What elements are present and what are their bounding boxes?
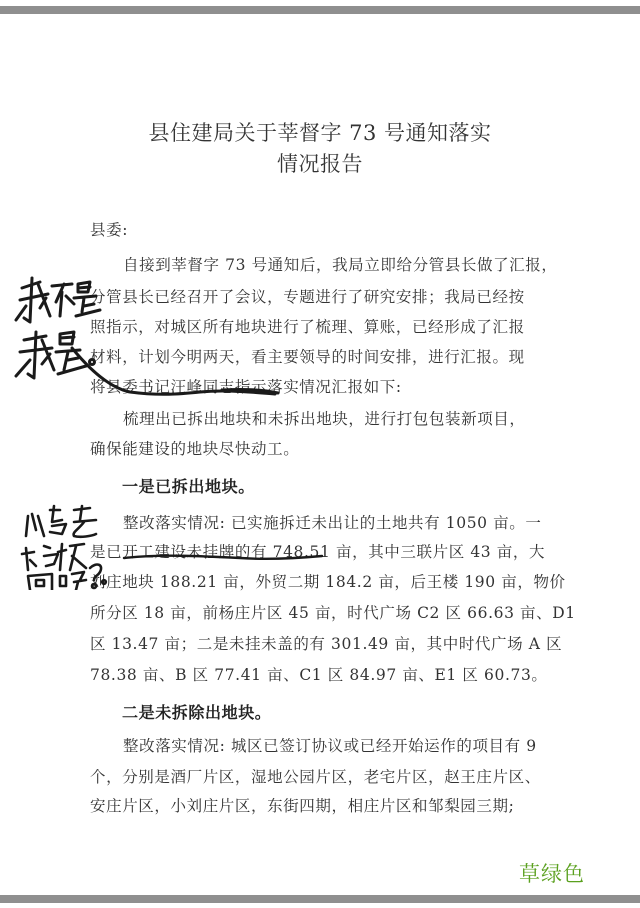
body-line: 照指示，对城区所有地块进行了梳理、算账，已经形成了汇报: [90, 318, 525, 336]
body-line: 所分区 18 亩，前杨庄片区 45 亩，时代广场 C2 区 66.63 亩、D1: [90, 604, 576, 622]
body-line: 整改落实情况: 城区已签订协议或已经开始运作的项目有 9: [123, 737, 537, 755]
bottom-border-bar: [0, 895, 640, 903]
body-line: 刘庄地块 188.21 亩，外贸二期 184.2 亩，后王楼 190 亩，物价: [90, 573, 566, 591]
body-line: 区 13.47 亩；二是未挂未盖的有 301.49 亩，其中时代广场 A 区: [90, 635, 563, 653]
body-line: 确保能建设的地块尽快动工。: [90, 440, 300, 458]
document-title-line-1: 县住建局关于莘督字 73 号通知落实: [148, 121, 492, 145]
salutation: 县委:: [90, 221, 129, 239]
body-line: 安庄片区，小刘庄片区，东街四期，相庄片区和邹梨园三期;: [90, 797, 515, 815]
body-line: 个，分别是酒厂片区，湿地公园片区，老宅片区，赵王庄片区、: [90, 768, 541, 786]
body-line: 是已开工建设未挂牌的有 748.51 亩，其中三联片区 43 亩，大: [90, 543, 546, 561]
body-line: 梳理出已拆出地块和未拆出地块，进行打包包装新项目，: [123, 410, 526, 428]
body-line: 材料，计划今明两天，看主要领导的时间安排，进行汇报。现: [90, 348, 525, 366]
body-line: 78.38 亩、B 区 77.41 亩、C1 区 84.97 亩、E1 区 60.73。: [90, 666, 548, 684]
handwriting-annotation-2: [0, 500, 340, 590]
handwriting-annotation-1: [0, 270, 360, 410]
section-heading-1: 一是已拆出地块。: [122, 477, 255, 496]
top-border-bar: [0, 6, 640, 14]
document-title-line-2: 情况报告: [277, 152, 363, 176]
section-heading-2: 二是未拆除出地块。: [122, 703, 272, 722]
body-line: 分管县长已经召开了会议，专题进行了研究安排；我局已经按: [90, 288, 525, 306]
body-line: 自接到莘督字 73 号通知后，我局立即给分管县长做了汇报，: [123, 256, 558, 274]
body-line: 将县委书记汪峰同志指示落实情况汇报如下:: [90, 378, 402, 396]
body-line: 整改落实情况: 已实施拆迁未出让的土地共有 1050 亩。一: [123, 514, 542, 532]
watermark-caption: 草绿色: [519, 862, 585, 886]
